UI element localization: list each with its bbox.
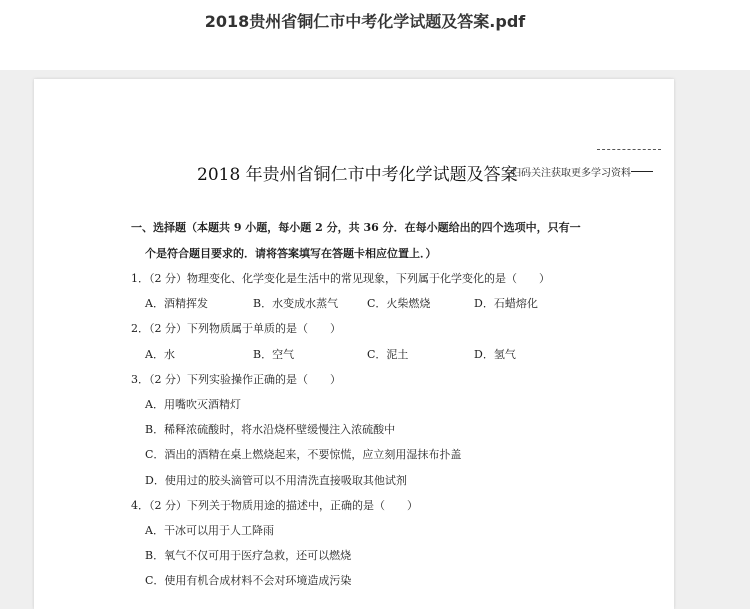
watermark-text: 扫码关注获取更多学习资料 xyxy=(511,168,631,179)
option-d: D．使用过的胶头滴管可以不用清洗直接吸取其他试剂 xyxy=(145,474,407,487)
option-d: D．石蜡熔化 xyxy=(474,297,538,310)
option-b: B．氧气不仅可用于医疗急救，还可以燃烧 xyxy=(145,549,352,562)
option-c: C．泥土 xyxy=(367,348,409,361)
watermark-rule xyxy=(631,171,653,172)
option-c: C．使用有机合成材料不会对环境造成污染 xyxy=(145,574,352,587)
question-stem: 1．（2 分）物理变化、化学变化是生活中的常见现象，下列属于化学变化的是（ ） xyxy=(131,272,550,285)
page-corner-mark xyxy=(597,149,661,156)
option-a: A．水 xyxy=(145,348,175,361)
document-title: 2018 年贵州省铜仁市中考化学试题及答案 xyxy=(197,165,518,185)
pdf-page xyxy=(34,79,674,609)
option-b: B．空气 xyxy=(253,348,295,361)
viewer-toolbar xyxy=(0,0,750,70)
option-c: C．火柴燃烧 xyxy=(367,297,431,310)
section-heading-line2: 个是符合题目要求的．请将答案填写在答题卡相应位置上．） xyxy=(145,247,437,260)
option-a: A．干冰可以用于人工降雨 xyxy=(145,524,274,537)
option-c: C．酒出的酒精在桌上燃烧起来，不要惊慌，应立刻用湿抹布扑盖 xyxy=(145,448,462,461)
option-b: B．稀释浓硫酸时，将水沿烧杯壁缓慢注入浓硫酸中 xyxy=(145,423,396,436)
option-d: D．氢气 xyxy=(474,348,516,361)
section-heading-line1: 一、选择题（本题共 9 小题，每小题 2 分，共 36 分．在每小题给出的四个选项中，只有一 xyxy=(131,221,581,234)
option-b: B．水变成水蒸气 xyxy=(253,297,339,310)
question-stem: 4．（2 分）下列关于物质用途的描述中，正确的是（ ） xyxy=(131,499,418,512)
option-a: A．用嘴吹灭酒精灯 xyxy=(145,398,241,411)
question-stem: 2．（2 分）下列物质属于单质的是（ ） xyxy=(131,322,341,335)
file-name-title: 2018贵州省铜仁市中考化学试题及答案.pdf xyxy=(204,12,526,31)
question-stem: 3．（2 分）下列实验操作正确的是（ ） xyxy=(131,373,341,386)
option-a: A．酒精挥发 xyxy=(145,297,208,310)
